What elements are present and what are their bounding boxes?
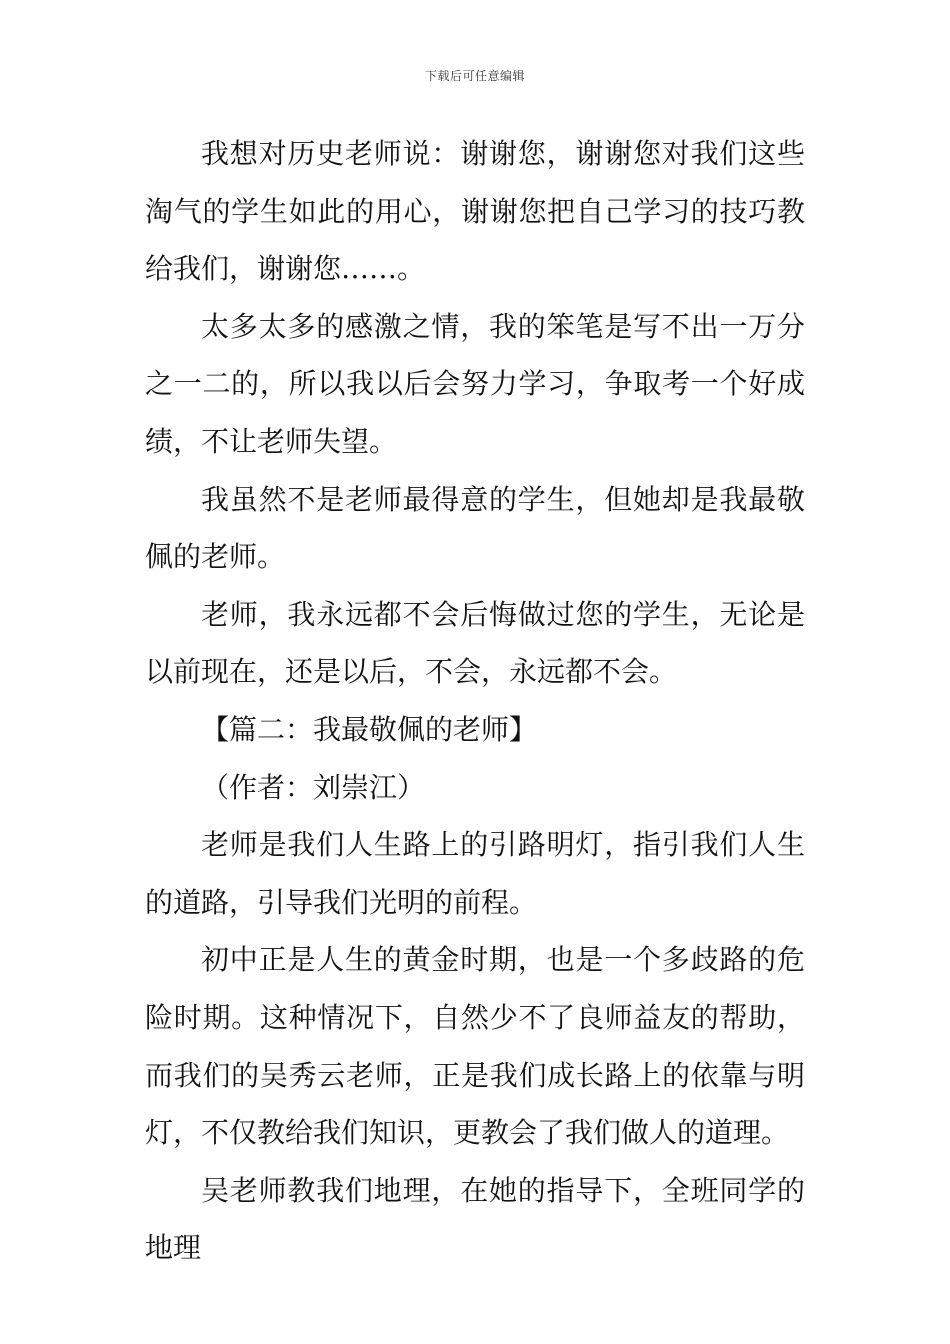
author-line: （作者：刘崇江） <box>201 770 426 804</box>
paragraph-no-regret: 老师，我永远都不会后悔做过您的学生，无论是以前现在，还是以后，不会，永远都不会。 <box>145 597 805 689</box>
document-body <box>145 125 805 1277</box>
paragraph-most-admired: 我虽然不是老师最得意的学生，但她却是我最敬佩的老师。 <box>145 482 805 574</box>
paragraph-junior-high: 初中正是人生的黄金时期，也是一个多歧路的危险时期。这种情况下，自然少不了良师益友的帮助，而我们的吴秀云老师，正是我们成长路上的依靠与明灯，不仅教给我们知识，更教会了我们做人的道理。 <box>145 943 805 1150</box>
paragraph-gratitude: 太多太多的感激之情，我的笨笔是写不出一万分之一二的，所以我以后会努力学习，争取考一个好成绩，不让老师失望。 <box>145 309 805 458</box>
page-header: 下载后可任意编辑 <box>424 69 525 83</box>
paragraph-thanks-history-teacher: 我想对历史老师说：谢谢您，谢谢您对我们这些淘气的学生如此的用心，谢谢您把自己学习的技巧教给我们，谢谢您……。 <box>145 137 805 286</box>
section-title: 【篇二：我最敬佩的老师】 <box>201 712 538 746</box>
paragraph-guiding-light: 老师是我们人生路上的引路明灯，指引我们人生的道路，引导我们光明的前程。 <box>145 828 805 919</box>
paragraph-geography-teacher: 吴老师教我们地理，在她的指导下，全班同学的地理 <box>145 1173 805 1265</box>
